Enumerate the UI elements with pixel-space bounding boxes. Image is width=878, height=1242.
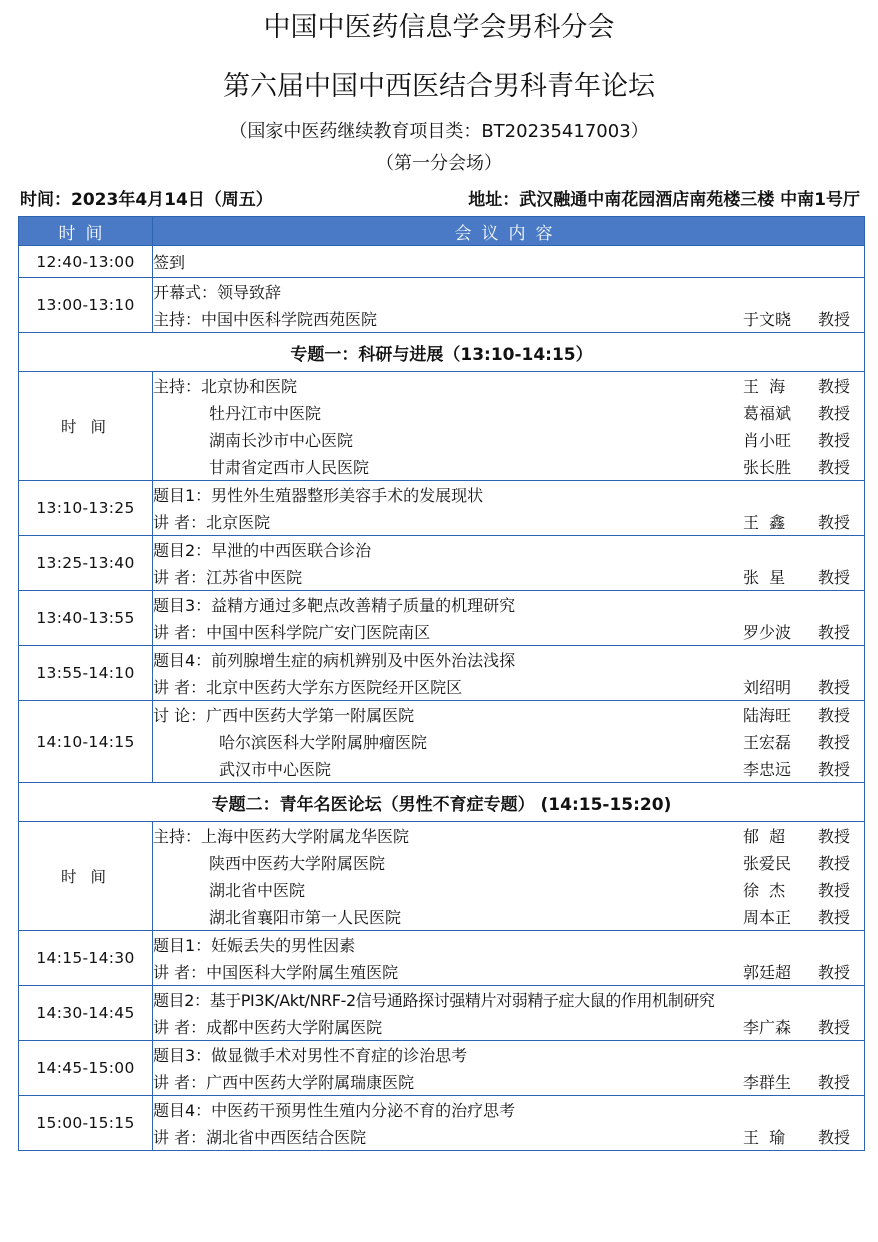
table-row	[19, 481, 865, 536]
header-time: 时间	[19, 217, 153, 246]
table-row	[19, 931, 865, 986]
speaker-title: 教授	[818, 404, 851, 423]
row-line: 讲 者：成都中医药大学附属医院	[153, 1018, 383, 1037]
row-time: 14:15-14:30	[19, 931, 153, 986]
row-line: 题目2：基于PI3K/Akt/NRF-2信号通路探讨强精片对弱精子症大鼠的作用机制研究	[153, 991, 715, 1010]
table-header-row	[19, 217, 865, 246]
speaker-name: 张长胜	[743, 458, 792, 477]
header-content: 会议内容	[153, 217, 865, 246]
row-content	[153, 481, 865, 536]
row-time: 13:25-13:40	[19, 536, 153, 591]
row-time: 15:00-15:15	[19, 1096, 153, 1151]
org-title: 中国中医药信息学会男科分会	[263, 12, 615, 43]
table-row	[19, 372, 865, 481]
row-line: 湖北省襄阳市第一人民医院	[209, 908, 402, 927]
row-line: 主持：上海中医药大学附属龙华医院	[153, 827, 410, 846]
row-line: 题目4：前列腺增生症的病机辨别及中医外治法浅探	[153, 651, 516, 670]
speaker-title: 教授	[818, 881, 851, 900]
speaker-name: 肖小旺	[743, 431, 792, 450]
speaker-title: 教授	[818, 854, 851, 873]
row-line: 主持：北京协和医院	[153, 377, 298, 396]
section-title: 专题一：科研与进展（13:10-14:15）	[19, 333, 865, 372]
row-time: 12:40-13:00	[19, 246, 153, 278]
speaker-title: 教授	[818, 458, 851, 477]
speaker-title: 教授	[818, 908, 851, 927]
table-row	[19, 1096, 865, 1151]
row-line: 题目1：妊娠丢失的男性因素	[153, 936, 356, 955]
row-line: 讲 者：北京中医药大学东方医院经开区院区	[153, 678, 463, 697]
event-place: 地址：武汉融通中南花园酒店南苑楼三楼 中南1号厅	[468, 190, 860, 210]
speaker-name: 葛福斌	[743, 404, 792, 423]
row-time: 时间	[19, 822, 153, 931]
forum-title: 第六届中国中西医结合男科青年论坛	[223, 71, 655, 102]
speaker-title: 教授	[818, 431, 851, 450]
row-content	[153, 246, 865, 278]
row-time: 13:00-13:10	[19, 278, 153, 333]
row-line: 签到	[153, 253, 186, 272]
speaker-name: 王 瑜	[743, 1128, 786, 1147]
row-line: 讲 者：北京医院	[153, 513, 271, 532]
speaker-title: 教授	[818, 513, 851, 532]
speaker-title: 教授	[818, 1128, 851, 1147]
row-line: 陕西中医药大学附属医院	[209, 854, 386, 873]
row-line: 讨 论：广西中医药大学第一附属医院	[153, 706, 415, 725]
speaker-title: 教授	[818, 706, 851, 725]
row-line: 题目1：男性外生殖器整形美容手术的发展现状	[153, 486, 484, 505]
row-content	[153, 701, 865, 783]
table-row	[19, 278, 865, 333]
row-time: 13:55-14:10	[19, 646, 153, 701]
row-line: 讲 者：广西中医药大学附属瑞康医院	[153, 1073, 415, 1092]
table-row	[19, 822, 865, 931]
row-line: 湖北省中医院	[209, 881, 306, 900]
row-line: 题目2：早泄的中西医联合诊治	[153, 541, 372, 560]
row-time: 13:10-13:25	[19, 481, 153, 536]
row-time: 时间	[19, 372, 153, 481]
speaker-name: 李广森	[743, 1018, 792, 1037]
row-content	[153, 372, 865, 481]
row-line: 开幕式：领导致辞	[153, 283, 282, 302]
section-row	[19, 333, 865, 372]
row-line: 讲 者：江苏省中医院	[153, 568, 303, 587]
row-line: 讲 者：中国中医科学院广安门医院南区	[153, 623, 431, 642]
speaker-name: 陆海旺	[743, 706, 792, 725]
speaker-title: 教授	[818, 733, 851, 752]
table-row	[19, 701, 865, 783]
row-line: 题目3：益精方通过多靶点改善精子质量的机理研究	[153, 596, 516, 615]
row-content	[153, 591, 865, 646]
speaker-name: 李忠远	[743, 760, 792, 779]
speaker-name: 徐 杰	[743, 881, 786, 900]
speaker-title: 教授	[818, 1073, 851, 1092]
speaker-title: 教授	[818, 377, 851, 396]
row-line: 哈尔滨医科大学附属肿瘤医院	[219, 733, 428, 752]
speaker-title: 教授	[818, 623, 851, 642]
row-line: 湖南长沙市中心医院	[209, 431, 354, 450]
speaker-name: 王 鑫	[743, 513, 786, 532]
table-row	[19, 591, 865, 646]
row-content	[153, 278, 865, 333]
table-row	[19, 246, 865, 278]
info-line	[20, 186, 860, 214]
speaker-title: 教授	[818, 310, 851, 329]
speaker-title: 教授	[818, 760, 851, 779]
table-row	[19, 986, 865, 1041]
speaker-name: 张 星	[743, 568, 786, 587]
speaker-name: 罗少波	[743, 623, 792, 642]
speaker-name: 于文晓	[743, 310, 792, 329]
table-row	[19, 1041, 865, 1096]
row-line: 主持：中国中医科学院西苑医院	[153, 310, 378, 329]
row-line: 武汉市中心医院	[219, 760, 332, 779]
row-content	[153, 822, 865, 931]
row-line: 题目3：做显微手术对男性不育症的诊治思考	[153, 1046, 468, 1065]
section-title: 专题二：青年名医论坛（男性不育症专题） (14:15-15:20)	[19, 783, 865, 822]
event-time: 时间：2023年4月14日（周五）	[20, 190, 273, 210]
speaker-name: 李群生	[743, 1073, 792, 1092]
speaker-name: 王宏磊	[743, 733, 792, 752]
row-content	[153, 646, 865, 701]
speaker-name: 张爱民	[743, 854, 792, 873]
row-content	[153, 1096, 865, 1151]
row-content	[153, 986, 865, 1041]
speaker-title: 教授	[818, 963, 851, 982]
row-line: 讲 者：湖北省中西医结合医院	[153, 1128, 367, 1147]
schedule-table	[18, 216, 865, 1151]
row-time: 14:10-14:15	[19, 701, 153, 783]
table-row	[19, 646, 865, 701]
speaker-name: 周本正	[743, 908, 792, 927]
row-content	[153, 1041, 865, 1096]
row-line: 讲 者：中国医科大学附属生殖医院	[153, 963, 399, 982]
row-line: 甘肃省定西市人民医院	[209, 458, 370, 477]
speaker-name: 刘绍明	[743, 678, 792, 697]
table-row	[19, 536, 865, 591]
row-time: 14:45-15:00	[19, 1041, 153, 1096]
section-row	[19, 783, 865, 822]
speaker-title: 教授	[818, 678, 851, 697]
speaker-name: 王 海	[743, 377, 786, 396]
row-content	[153, 931, 865, 986]
speaker-name: 郁 超	[743, 827, 786, 846]
speaker-title: 教授	[818, 827, 851, 846]
speaker-name: 郭廷超	[743, 963, 792, 982]
row-time: 13:40-13:55	[19, 591, 153, 646]
venue-hall: （第一分会场）	[376, 153, 502, 174]
speaker-title: 教授	[818, 568, 851, 587]
row-line: 牡丹江市中医院	[209, 404, 322, 423]
row-time: 14:30-14:45	[19, 986, 153, 1041]
row-content	[153, 536, 865, 591]
project-number: （国家中医药继续教育项目类：BT20235417003）	[229, 121, 649, 142]
row-line: 题目4：中医药干预男性生殖内分泌不育的治疗思考	[153, 1101, 516, 1120]
speaker-title: 教授	[818, 1018, 851, 1037]
